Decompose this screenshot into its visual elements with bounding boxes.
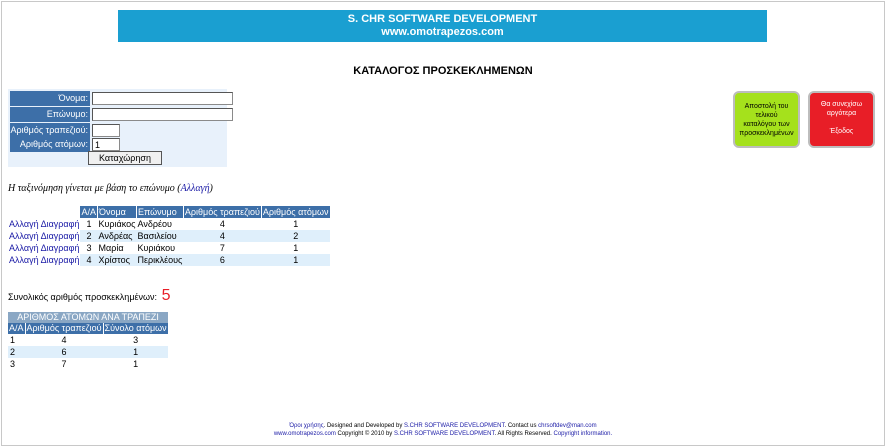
- company-link[interactable]: S.CHR SOFTWARE DEVELOPMENT: [404, 423, 505, 429]
- col-header-index: Α/Α: [81, 207, 96, 217]
- continue-later-line2: αργότερα: [826, 110, 857, 117]
- table-row: [8, 230, 330, 242]
- first-name-input[interactable]: [92, 92, 233, 105]
- col-header-table: Αριθμός τραπεζιού: [184, 207, 260, 217]
- guest-table-header: [8, 206, 330, 218]
- actions-header: [8, 206, 80, 218]
- row-people-count: 2: [261, 230, 330, 242]
- send-list-line3: καταλόγου των: [743, 121, 790, 128]
- continue-later-button[interactable]: [808, 91, 875, 148]
- delete-link[interactable]: Διαγραφή: [40, 219, 80, 229]
- header-banner: [118, 10, 767, 42]
- row-last-name: Περικλέους: [137, 255, 183, 265]
- exit-label: Έξοδος: [829, 128, 854, 135]
- guest-form: [8, 89, 227, 167]
- summary-caption: ΑΡΙΘΜΟΣ ΑΤΟΜΩΝ ΑΝΑ ΤΡΑΠΕΖΙ: [8, 312, 168, 323]
- guest-table: [8, 206, 331, 266]
- row-index: 1: [86, 219, 92, 229]
- col-header-first-name: Όνομα: [98, 206, 137, 218]
- company-link-2[interactable]: S.CHR SOFTWARE DEVELOPMENT: [393, 431, 495, 437]
- send-list-line2: τελικού: [755, 112, 778, 119]
- row-people-count: 1: [261, 254, 330, 266]
- terms-link[interactable]: Όροι χρήσης: [289, 423, 324, 429]
- email-link[interactable]: chrsoftdev@man.com: [538, 423, 597, 429]
- copyright-info-link[interactable]: Copyright information.: [553, 431, 613, 437]
- edit-link[interactable]: Αλλαγή: [9, 231, 39, 241]
- banner-website: www.omotrapezos.com: [381, 26, 504, 38]
- footer-line1: [0, 422, 886, 430]
- row-first-name: Χρίστος: [98, 254, 137, 266]
- summary-row-index: 3: [10, 359, 16, 369]
- copyright-text: Copyright © 2010 by: [337, 431, 393, 437]
- row-first-name: Μαρία: [98, 243, 124, 253]
- row-first-name: Κυριάκος: [98, 219, 136, 229]
- row-index: 2: [80, 230, 97, 242]
- total-guests-value: 5: [161, 287, 171, 304]
- contact-text: . Contact us: [504, 423, 537, 429]
- table-row: [8, 358, 168, 370]
- summary-header: [8, 323, 168, 334]
- sort-note: Η ταξινόμηση γίνεται με βάση το επώνυμο (Αλλαγή): [8, 183, 213, 194]
- summary-row-table: 7: [61, 359, 67, 369]
- send-list-line4: προσκεκλημένων: [739, 130, 794, 137]
- summary-row-total: 3: [133, 335, 139, 345]
- delete-link[interactable]: Διαγραφή: [40, 231, 80, 241]
- table-row: [8, 242, 330, 254]
- summary-col-total: Σύνολο ατόμων: [104, 323, 167, 333]
- banner-company: S. CHR SOFTWARE DEVELOPMENT: [347, 13, 538, 25]
- row-last-name: Κυριάκου: [137, 243, 176, 253]
- total-guests: [8, 287, 170, 305]
- row-table-number: 6: [183, 254, 261, 266]
- row-last-name: Βασιλείου: [136, 230, 183, 242]
- send-list-button[interactable]: [733, 91, 800, 148]
- summary-row-index: 2: [8, 346, 25, 358]
- table-row: [8, 218, 330, 230]
- row-people-count: 1: [293, 219, 299, 229]
- summary-row-table: 4: [61, 335, 67, 345]
- people-count-input[interactable]: [92, 138, 120, 151]
- row-index: 4: [80, 254, 97, 266]
- rights-text: . All Rights Reserved.: [494, 431, 552, 437]
- designed-by-text: . Designed and Developed by: [323, 423, 403, 429]
- table-row: [8, 334, 168, 346]
- row-first-name: Ανδρέας: [98, 230, 137, 242]
- table-row: [8, 254, 330, 266]
- footer: [0, 422, 886, 438]
- summary-row-table: 6: [25, 346, 103, 358]
- send-list-line1: Αποστολή του: [744, 103, 789, 110]
- site-link[interactable]: www.omotrapezos.com: [273, 431, 336, 437]
- row-table-number: 7: [219, 243, 225, 253]
- row-last-name: Ανδρέου: [137, 219, 172, 229]
- sort-change-link[interactable]: Αλλαγή: [180, 183, 210, 194]
- col-header-people: Αριθμός ατόμων: [262, 207, 329, 217]
- edit-link[interactable]: Αλλαγή: [9, 255, 39, 265]
- summary-col-table: Αριθμός τραπεζιού: [26, 323, 102, 333]
- table-number-label: Αριθμός τραπεζιού:: [10, 123, 90, 138]
- summary-row-index: 1: [10, 335, 16, 345]
- row-index: 3: [86, 243, 92, 253]
- people-count-label: Αριθμός ατόμων:: [10, 137, 90, 152]
- row-people-count: 1: [293, 243, 299, 253]
- first-name-label: Όνομα:: [10, 91, 90, 106]
- delete-link[interactable]: Διαγραφή: [40, 255, 80, 265]
- summary-row-total: 1: [133, 359, 139, 369]
- last-name-input[interactable]: [92, 108, 233, 121]
- table-number-input[interactable]: [92, 124, 120, 137]
- sort-note-text: Η ταξινόμηση γίνεται με βάση το επώνυμο: [8, 183, 175, 194]
- row-table-number: 4: [219, 219, 225, 229]
- page-title: ΚΑΤΑΛΟΓΟΣ ΠΡΟΣΚΕΚΛΗΜΕΝΩΝ: [353, 65, 533, 77]
- submit-button[interactable]: Καταχώρηση: [88, 151, 162, 165]
- delete-link[interactable]: Διαγραφή: [40, 243, 80, 253]
- table-row: [8, 346, 168, 358]
- row-table-number: 4: [183, 230, 261, 242]
- people-per-table-summary: [8, 312, 169, 370]
- footer-line2: [0, 430, 886, 438]
- last-name-label: Επώνυμο:: [10, 107, 90, 122]
- continue-later-line1: Θα συνεχίσω: [820, 101, 863, 108]
- edit-link[interactable]: Αλλαγή: [9, 243, 39, 253]
- summary-row-total: 1: [103, 346, 168, 358]
- col-header-last-name: Επώνυμο: [136, 206, 183, 218]
- total-guests-label: Συνολικός αριθμός προσκεκλημένων:: [8, 292, 158, 302]
- summary-col-index: Α/Α: [9, 323, 24, 333]
- edit-link[interactable]: Αλλαγή: [9, 219, 39, 229]
